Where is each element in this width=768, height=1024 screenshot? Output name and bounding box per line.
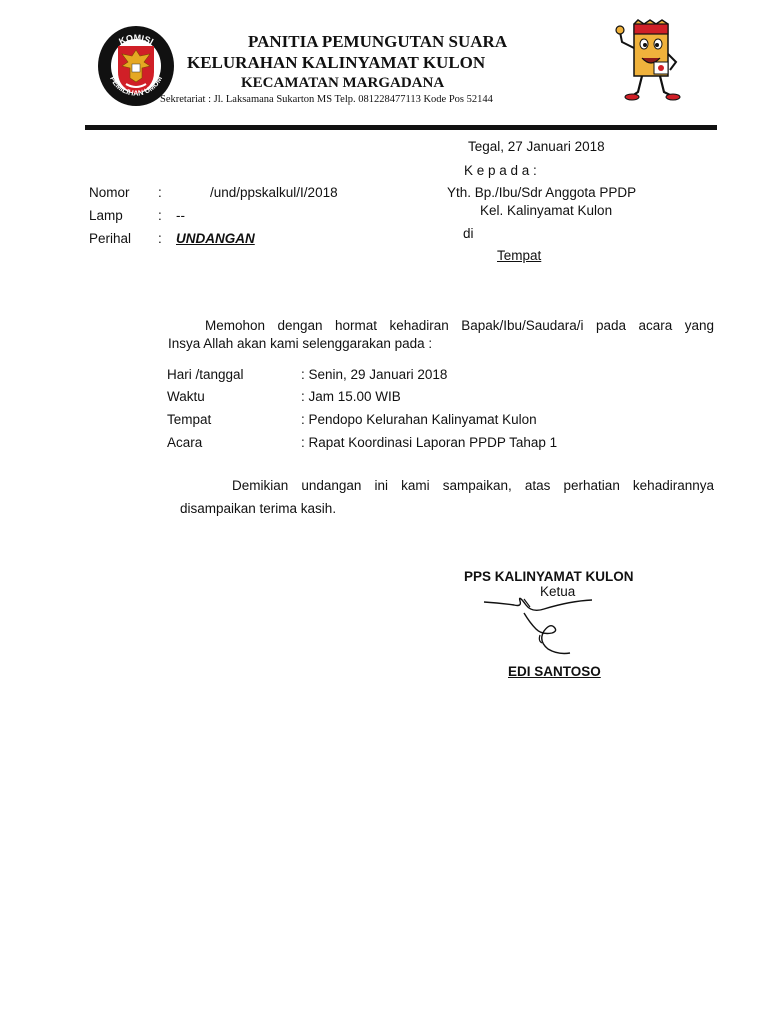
detail-label-waktu: Waktu bbox=[167, 389, 205, 404]
detail-label-acara: Acara bbox=[167, 435, 203, 450]
letterhead-line3: KECAMATAN MARGADANA bbox=[241, 75, 445, 91]
meta-value-lamp: -- bbox=[176, 208, 185, 223]
meta-sep-nomor: : bbox=[158, 185, 162, 200]
detail-value-acara: : Rapat Koordinasi Laporan PPDP Tahap 1 bbox=[301, 435, 558, 450]
signer-org: PPS KALINYAMAT KULON bbox=[464, 569, 634, 584]
logo-text-top: KOMISI bbox=[117, 32, 156, 47]
meta-label-lamp: Lamp bbox=[89, 208, 123, 223]
letterhead-divider bbox=[85, 125, 717, 130]
letterhead-line2: KELURAHAN KALINYAMAT KULON bbox=[187, 53, 486, 72]
meta-value-perihal: UNDANGAN bbox=[176, 231, 255, 246]
detail-value-waktu: : Jam 15.00 WIB bbox=[301, 389, 401, 404]
intro-line1: Memohon dengan hormat kehadiran Bapak/Ibu/Saudara/i pada acara yang bbox=[205, 318, 714, 333]
di-label: di bbox=[463, 226, 474, 241]
closing-line2: disampaikan terima kasih. bbox=[180, 501, 337, 516]
meta-sep-lamp: : bbox=[158, 208, 162, 223]
kepada-label: K e p a d a : bbox=[464, 163, 537, 178]
signature-scribble bbox=[480, 595, 600, 665]
svg-text:PEMILIHAN UMUM bbox=[108, 75, 164, 98]
mascot-logo bbox=[612, 18, 688, 104]
detail-label-tempat: Tempat bbox=[167, 412, 212, 427]
logo-text-bottom: PEMILIHAN UMUM bbox=[108, 74, 165, 98]
letterhead-address: Sekretariat : Jl. Laksamana Sukarton MS Telp. 081228477113 Kode Pos 52144 bbox=[160, 94, 493, 105]
svg-text:KOMISI bbox=[117, 33, 155, 47]
detail-label-hari: Hari /tanggal bbox=[167, 367, 244, 382]
letterhead-line1: PANITIA PEMUNGUTAN SUARA bbox=[248, 32, 508, 51]
detail-value-hari: : Senin, 29 Januari 2018 bbox=[301, 367, 448, 382]
recipient-line1: Yth. Bp./Ibu/Sdr Anggota PPDP bbox=[447, 185, 637, 200]
meta-label-perihal: Perihal bbox=[89, 231, 132, 246]
meta-value-nomor: /und/ppskalkul/I/2018 bbox=[210, 185, 338, 200]
recipient-line2: Kel. Kalinyamat Kulon bbox=[480, 203, 613, 218]
place-date: Tegal, 27 Januari 2018 bbox=[468, 139, 605, 154]
tempat-label: Tempat bbox=[497, 248, 542, 263]
signer-name: EDI SANTOSO bbox=[508, 664, 601, 679]
signer-role: Ketua bbox=[540, 584, 576, 599]
intro-line2: Insya Allah akan kami selenggarakan pada : bbox=[168, 336, 433, 351]
meta-label-nomor: Nomor bbox=[89, 185, 130, 200]
meta-sep-perihal: : bbox=[158, 231, 162, 246]
closing-line1: Demikian undangan ini kami sampaikan, atas perhatian kehadirannya bbox=[232, 478, 714, 493]
detail-value-tempat: : Pendopo Kelurahan Kalinyamat Kulon bbox=[301, 412, 537, 427]
